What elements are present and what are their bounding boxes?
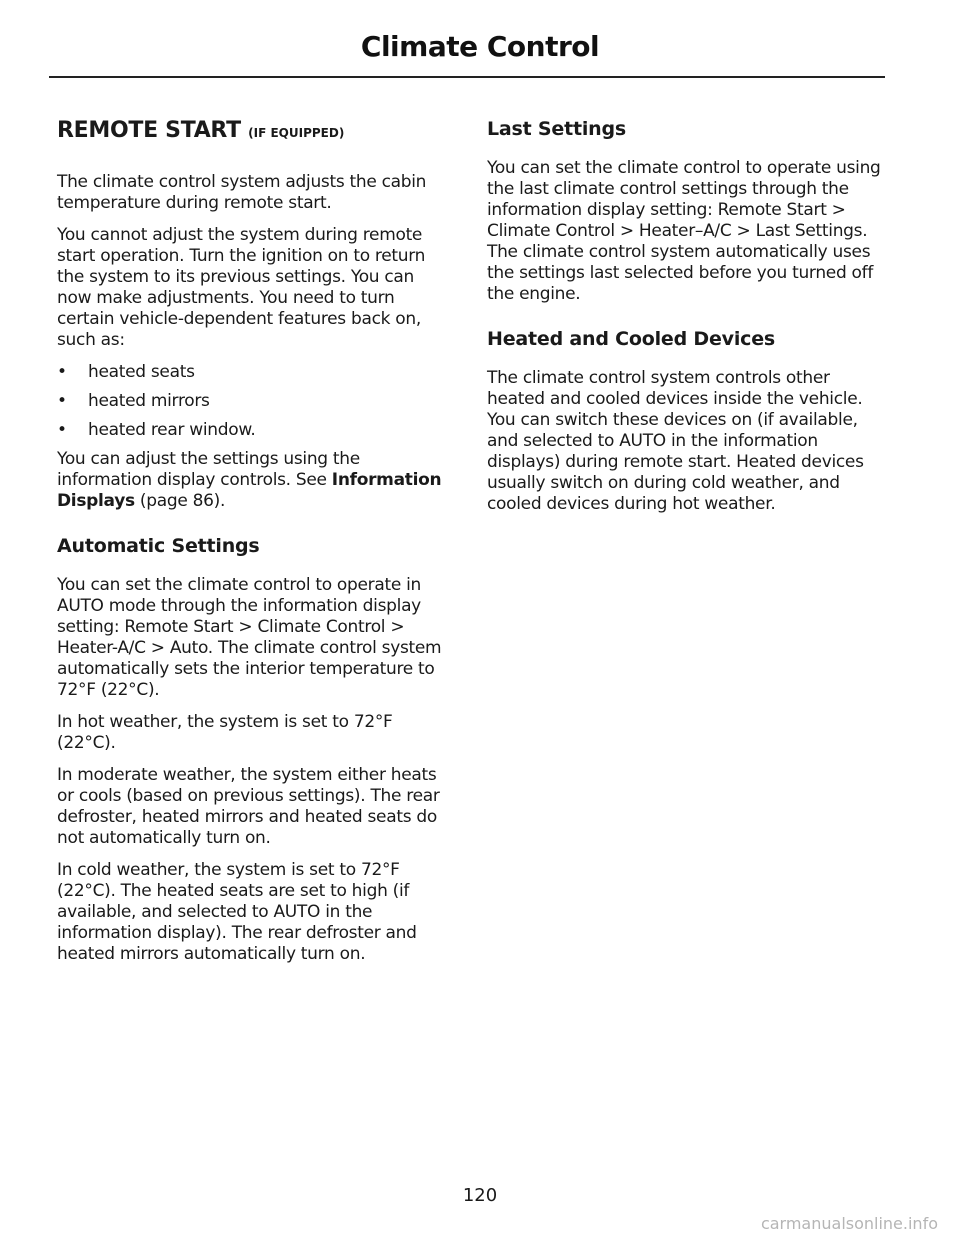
- left-column: [57, 116, 450, 976]
- hot-weather-paragraph: In hot weather, the system is set to 72°F (22°C).: [57, 712, 393, 753]
- last-settings-heading: Last Settings: [487, 118, 627, 140]
- remote-start-heading-text: REMOTE START: [57, 118, 241, 143]
- list-item: [57, 391, 450, 412]
- bullet-icon: •: [57, 391, 67, 411]
- bullet-icon: •: [57, 362, 67, 382]
- page-number: 120: [462, 1185, 498, 1206]
- display-controls-text: You can adjust the settings using the information display controls. See: [57, 449, 360, 490]
- automatic-settings-paragraph: You can set the climate control to operate in AUTO mode through the information display setting: Remote Start > Climate Control > Heater-A/C > Auto. The climate control system automatically sets the interior temperature to 72°F (22°C).: [57, 575, 442, 700]
- right-column: [487, 116, 885, 526]
- list-item-text: heated mirrors: [88, 391, 210, 411]
- automatic-settings-heading: Automatic Settings: [57, 535, 260, 557]
- list-item: [57, 420, 450, 441]
- page-title: Climate Control: [360, 30, 600, 63]
- bullet-icon: •: [57, 420, 67, 440]
- list-item: [57, 362, 450, 383]
- remote-start-intro: The climate control system adjusts the cabin temperature during remote start.: [57, 172, 427, 213]
- remote-start-heading: [57, 116, 450, 148]
- list-item-text: heated rear window.: [88, 420, 256, 440]
- remote-start-adjust-note: You cannot adjust the system during remote start operation. Turn the ignition on to return the system to its previous settings. You can now make adjustments. You need to turn certain vehicle-dependent features back on, such as:: [57, 225, 426, 350]
- watermark: carmanualsonline.info: [760, 1214, 938, 1233]
- display-controls-paragraph: [57, 449, 450, 512]
- information-displays-link[interactable]: Information Displays: [57, 470, 442, 511]
- page-reference: (page 86).: [139, 491, 226, 511]
- heated-cooled-devices-heading: Heated and Cooled Devices: [487, 328, 776, 350]
- heated-cooled-devices-paragraph: The climate control system controls other heated and cooled devices inside the vehicle. You can switch these devices on (if available, and selected to AUTO in the information displays) during remote start. Heated devices usually switch on during cold weather, and cooled devices during hot weather.: [487, 368, 864, 514]
- list-item-text: heated seats: [88, 362, 195, 382]
- cold-weather-paragraph: In cold weather, the system is set to 72°F (22°C). The heated seats are set to high (if available, and selected to AUTO in the information display). The rear defroster and heated mirrors automatically turn on.: [57, 860, 417, 964]
- header-divider: [49, 76, 885, 78]
- moderate-weather-paragraph: In moderate weather, the system either heats or cools (based on previous settings). The rear defroster, heated mirrors and heated seats do not automatically turn on.: [57, 765, 440, 848]
- last-settings-paragraph: You can set the climate control to operate using the last climate control settings through the information display setting: Remote Start > Climate Control > Heater–A/C > Last Settings. The climate control system automatically uses the settings last selected before you turned off the engine.: [487, 158, 881, 304]
- if-equipped-qualifier: (IF EQUIPPED): [248, 126, 345, 140]
- feature-list: [57, 362, 450, 441]
